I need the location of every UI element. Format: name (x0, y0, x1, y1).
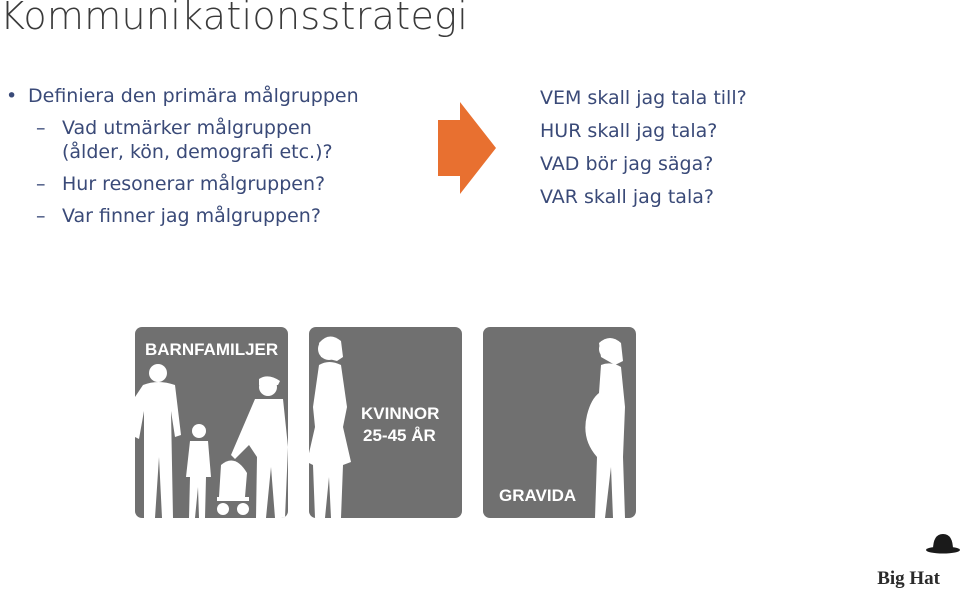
sub-bullet-item (0, 204, 420, 228)
bullet-dot-icon: • (6, 85, 18, 107)
panel-gravida (483, 327, 636, 518)
family-silhouette-icon (135, 327, 288, 518)
bowler-hat-logo-icon (926, 532, 960, 554)
bullet-text: Definiera den primära målgruppen (28, 85, 359, 107)
question-item: VAD bör jag säga? (540, 153, 714, 175)
sub-bullet-text: Var finner jag målgruppen? (62, 205, 321, 227)
question-list (540, 86, 747, 218)
question-item: HUR skall jag tala? (540, 120, 718, 142)
panel-label: BARNFAMILJER (145, 340, 279, 359)
dash-icon: – (36, 173, 46, 195)
question-item: VAR skall jag tala? (540, 186, 714, 208)
panel-label: GRAVIDA (499, 486, 577, 505)
slide-title: Kommunikationsstrategi (0, 0, 469, 38)
bullet-item (0, 84, 420, 108)
sub-bullet-text-line-1: Vad utmärker målgruppen (62, 117, 312, 139)
panel-barnfamiljer (135, 327, 288, 518)
sub-bullet-item (0, 172, 420, 196)
dash-icon: – (36, 205, 46, 227)
panel-label-line-1: KVINNOR (361, 404, 440, 423)
brand-logo-text: Big Hat (877, 568, 940, 589)
sub-bullet-item (0, 116, 420, 164)
panel-kvinnor (309, 327, 462, 518)
sub-bullet-text-line-2: (ålder, kön, demografi etc.)? (62, 141, 333, 163)
left-bullet-list (0, 84, 420, 236)
panel-label-line-2: 25-45 ÅR (363, 426, 436, 445)
question-item: VEM skall jag tala till? (540, 87, 747, 109)
arrow-right-icon (438, 102, 496, 194)
sub-bullet-text: Hur resonerar målgruppen? (62, 173, 326, 195)
dash-icon: – (36, 117, 46, 139)
